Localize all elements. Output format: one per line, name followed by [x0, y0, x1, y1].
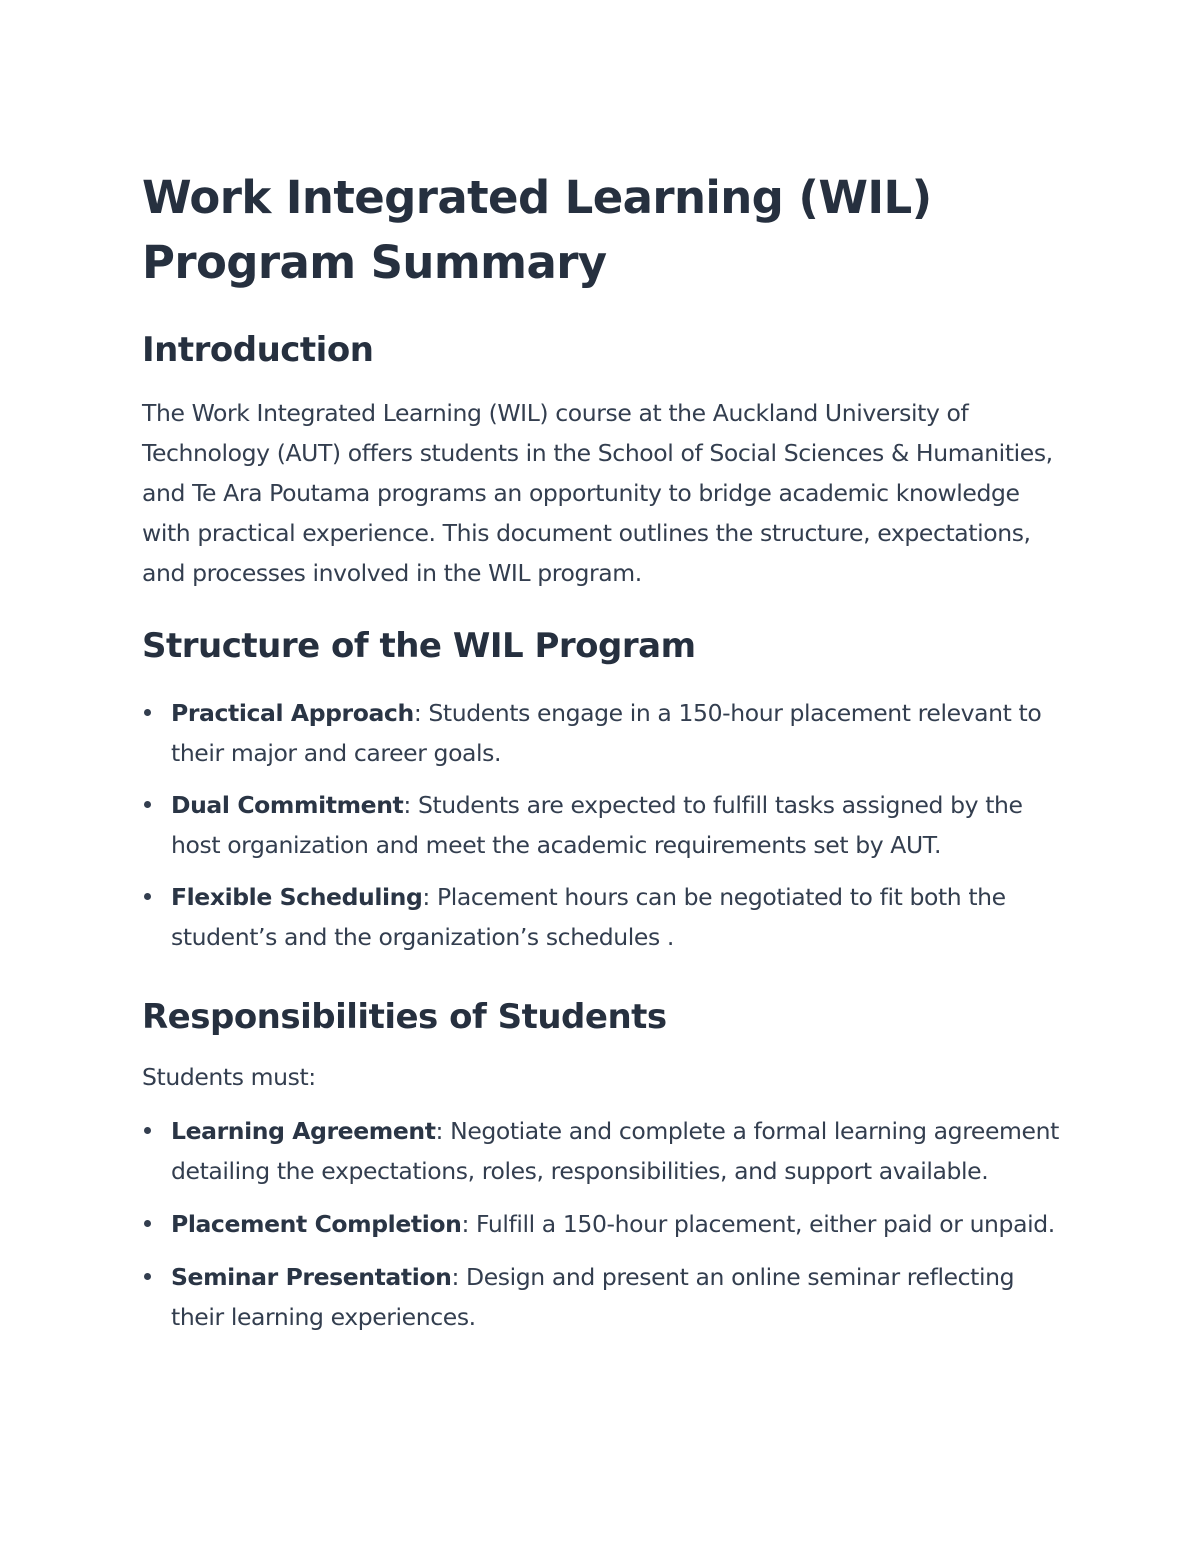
bullet-icon — [144, 893, 151, 900]
list-item-text: : Design and present an online seminar reflecting their learning experiences. — [171, 1263, 1015, 1331]
bullet-icon — [144, 1273, 151, 1280]
bullet-icon — [144, 801, 151, 808]
list-item — [142, 1111, 1062, 1191]
list-item-term: Flexible Scheduling — [171, 883, 423, 911]
list-item — [142, 1204, 1062, 1244]
section-heading-responsibilities: Responsibilities of Students — [142, 997, 667, 1037]
responsibilities-list — [142, 1111, 1062, 1337]
list-item — [142, 785, 1062, 865]
bullet-icon — [144, 1220, 151, 1227]
list-item-text: : Students are expected to fulfill tasks assigned by the host organization and meet the academic requirements set by AUT. — [171, 791, 1023, 859]
list-item-term: Placement Completion — [171, 1210, 462, 1238]
document-page — [142, 165, 1062, 1337]
structure-list — [142, 693, 1062, 957]
bullet-icon — [144, 709, 151, 716]
list-item-text: : Placement hours can be negotiated to fit both the student’s and the organization’s schedules . — [171, 883, 1006, 951]
list-item-term: Dual Commitment — [171, 791, 404, 819]
list-item-text: : Fulfill a 150-hour placement, either paid or unpaid. — [461, 1210, 1055, 1238]
introduction-paragraph: The Work Integrated Learning (WIL) course at the Auckland University of Technology (AUT) offers students in the School of Social Sciences & Humanities, and Te Ara Poutama programs an opportunity to bridge academic knowledge with practical experience. This document outlines the structure, expectations, and processes involved in the WIL program. — [142, 399, 1053, 587]
list-item — [142, 693, 1062, 773]
document-title: Work Integrated Learning (WIL) Program Summary — [142, 171, 932, 289]
section-heading-introduction: Introduction — [142, 330, 374, 370]
list-item-term: Learning Agreement — [171, 1117, 436, 1145]
list-item-term: Practical Approach — [171, 699, 414, 727]
bullet-icon — [144, 1127, 151, 1134]
section-heading-structure: Structure of the WIL Program — [142, 626, 696, 666]
list-item-text: : Negotiate and complete a formal learning agreement detailing the expectations, roles, responsibilities, and support available. — [171, 1117, 1059, 1185]
responsibilities-lead: Students must: — [142, 1063, 316, 1091]
list-item — [142, 877, 1062, 957]
list-item-text: : Students engage in a 150-hour placement relevant to their major and career goals. — [171, 699, 1042, 767]
list-item-term: Seminar Presentation — [171, 1263, 452, 1291]
list-item — [142, 1257, 1062, 1337]
